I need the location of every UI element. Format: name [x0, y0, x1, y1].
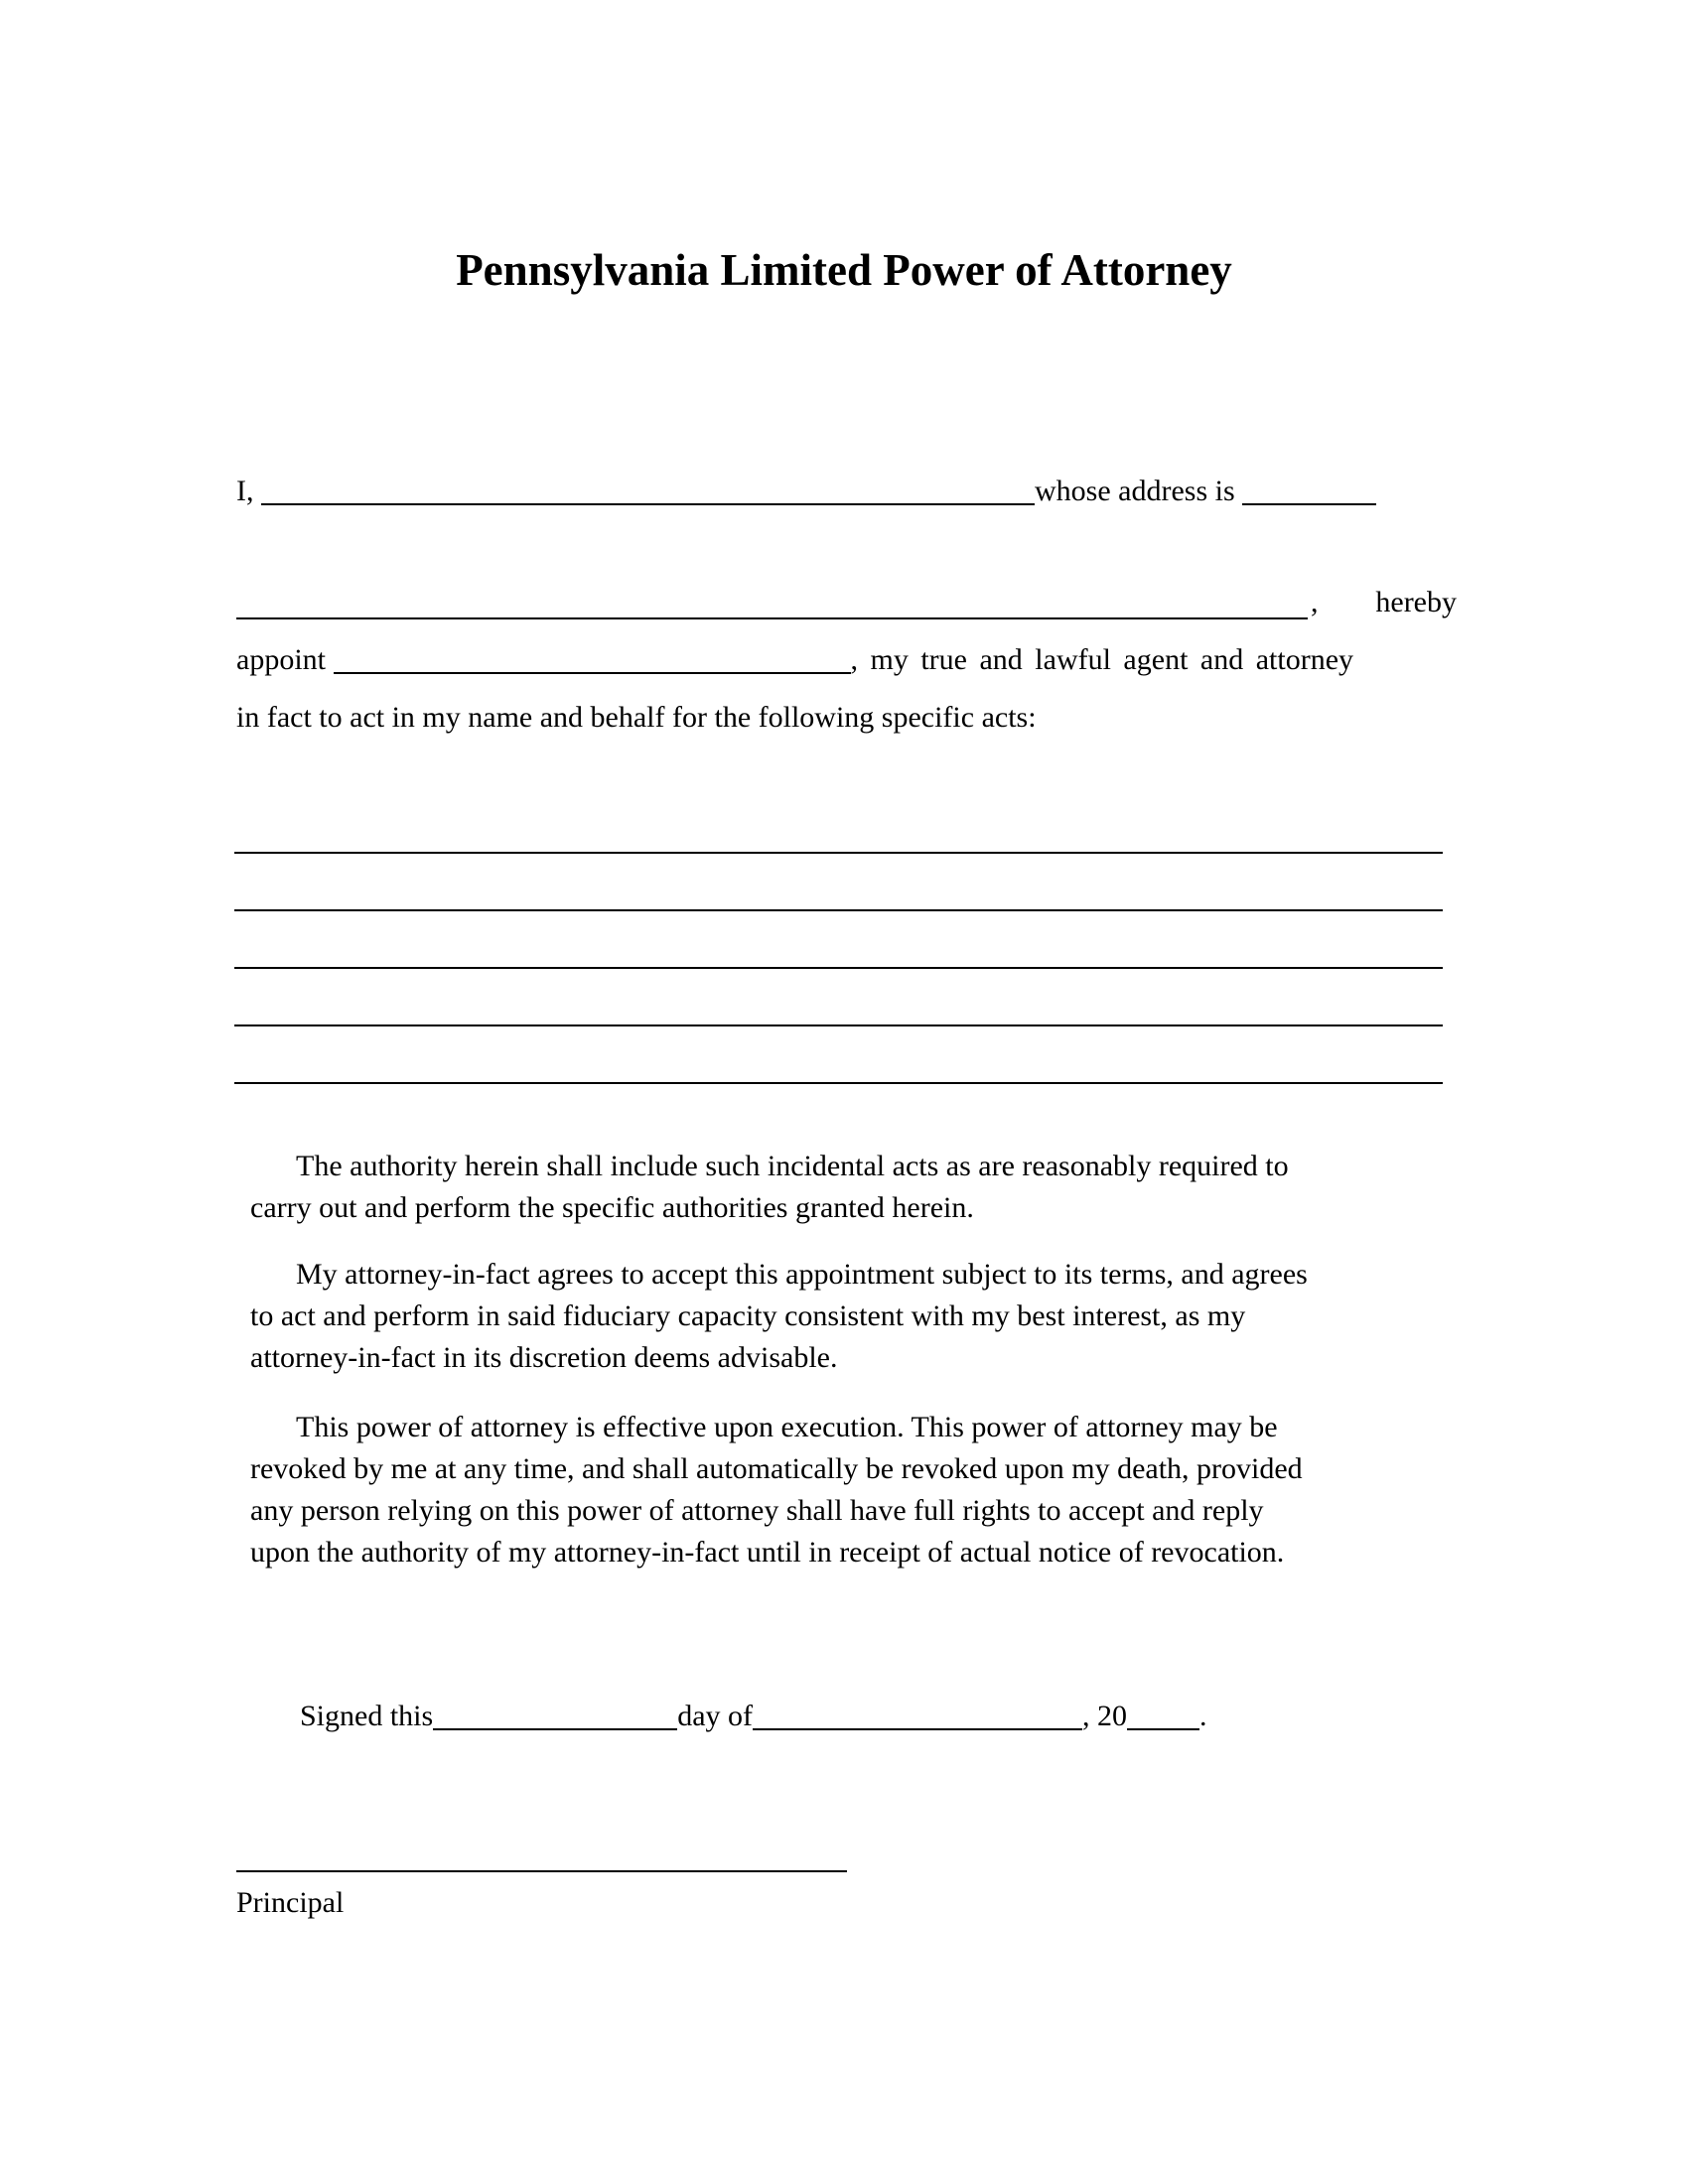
- acts-blank-line-4[interactable]: [234, 1024, 1443, 1026]
- agent-name-blank[interactable]: [334, 642, 851, 674]
- year-blank[interactable]: [1127, 1699, 1199, 1730]
- paragraph-authority: [250, 1146, 1472, 1229]
- acts-blank-line-2[interactable]: [234, 909, 1443, 911]
- period-text: .: [1199, 1700, 1207, 1732]
- appoint-label: appoint: [236, 643, 326, 676]
- document-title: Pennsylvania Limited Power of Attorney: [456, 245, 1232, 295]
- paragraph-line: attorney-in-fact in its discretion deems advisable.: [250, 1341, 838, 1374]
- intro-line-3: [236, 631, 1460, 689]
- signed-date-line: [236, 1688, 1523, 1745]
- hereby-label: hereby: [1375, 586, 1457, 618]
- acts-blank-line-3[interactable]: [234, 967, 1443, 969]
- year-prefix: , 20: [1082, 1700, 1127, 1732]
- signed-this-label: Signed this: [300, 1700, 434, 1732]
- whose-address-label: whose address is: [1035, 475, 1235, 507]
- specific-acts-clause: in fact to act in my name and behalf for the following specific acts:: [236, 701, 1037, 734]
- intro-line-1: [236, 463, 1460, 520]
- paragraph-line: carry out and perform the specific authorities granted herein.: [250, 1191, 974, 1224]
- paragraph-line: any person relying on this power of attorney shall have full rights to accept and reply: [250, 1494, 1264, 1527]
- paragraph-line: to act and perform in said fiduciary capacity consistent with my best interest, as my: [250, 1299, 1246, 1332]
- intro-line-4: [236, 689, 1460, 747]
- comma-text: ,: [1311, 586, 1319, 618]
- paragraph-line: This power of attorney is effective upon execution. This power of attorney may be: [296, 1411, 1278, 1443]
- agent-clause: , my true and lawful agent and attorney: [850, 643, 1354, 676]
- intro-line-2: [236, 574, 1460, 631]
- day-blank[interactable]: [433, 1699, 677, 1730]
- paragraph-line: revoked by me at any time, and shall automatically be revoked upon my death, provided: [250, 1452, 1303, 1485]
- principal-label: Principal: [236, 1886, 345, 1919]
- paragraph-line: The authority herein shall include such incidental acts as are reasonably required to: [296, 1150, 1289, 1182]
- paragraph-line: upon the authority of my attorney-in-fact until in receipt of actual notice of revocation.: [250, 1536, 1285, 1569]
- paragraph-line: My attorney-in-fact agrees to accept this appointment subject to its terms, and agrees: [296, 1258, 1308, 1291]
- principal-name-blank[interactable]: [261, 474, 1035, 505]
- day-of-label: day of: [677, 1700, 753, 1732]
- paragraph-effectiveness: [250, 1407, 1472, 1573]
- month-blank[interactable]: [753, 1699, 1082, 1730]
- acts-blank-line-5[interactable]: [234, 1082, 1443, 1084]
- paragraph-agreement: [250, 1254, 1472, 1379]
- address-blank-1[interactable]: [1242, 474, 1376, 505]
- i-label: I,: [236, 475, 254, 507]
- acts-blank-line-1[interactable]: [234, 852, 1443, 854]
- address-blank-2[interactable]: [236, 617, 1308, 619]
- principal-signature-line[interactable]: [236, 1870, 847, 1872]
